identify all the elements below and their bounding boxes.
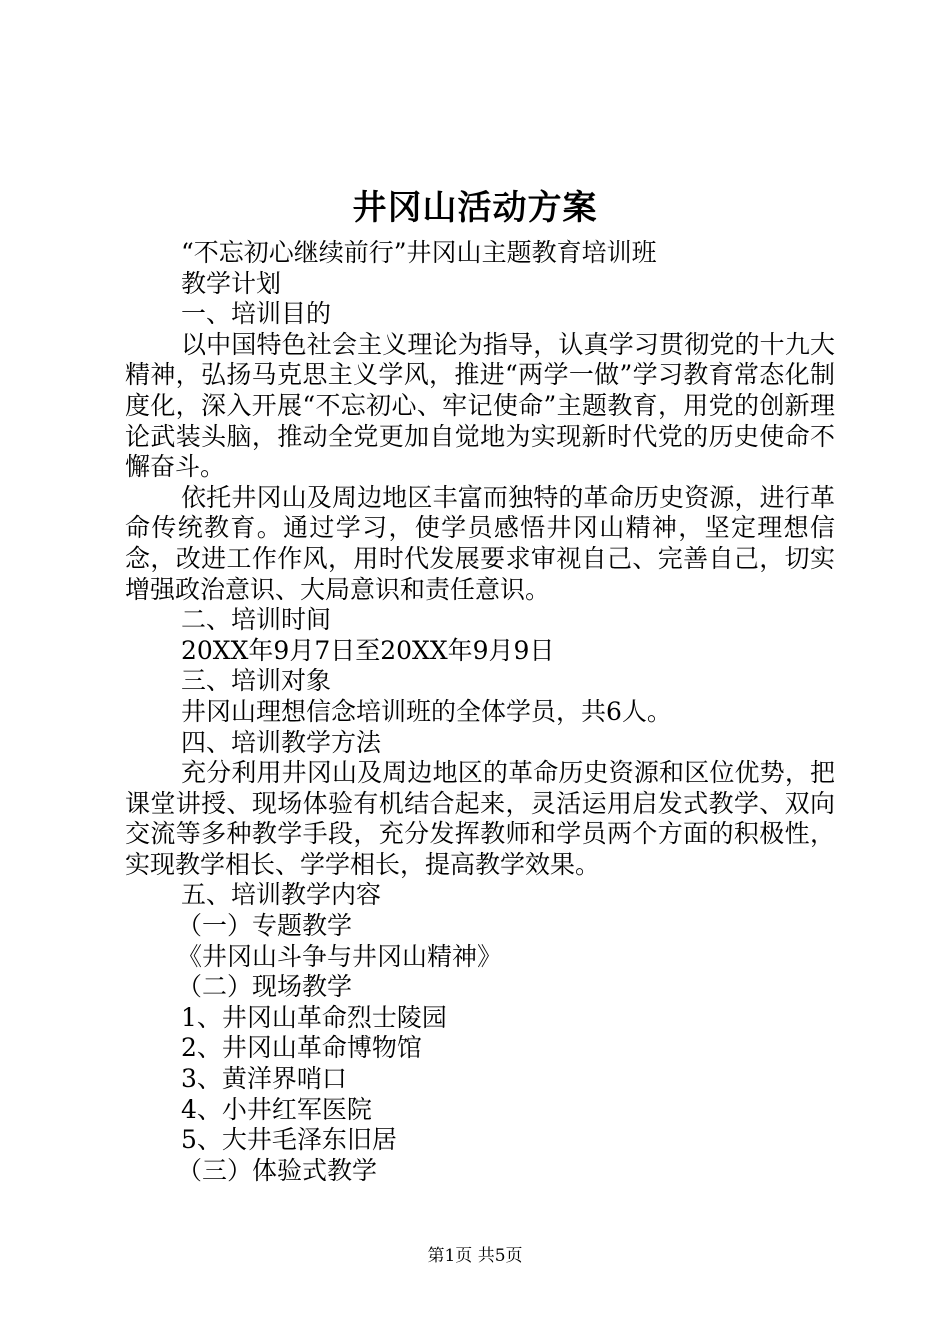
section-heading: 四、培训教学方法 (181, 727, 382, 757)
document-body (125, 238, 835, 1186)
body-line: 井冈山理想信念培训班的全体学员，共6人。 (181, 696, 672, 726)
subtitle-line: “不忘初心继续前行”井冈山主题教育培训班 (181, 238, 657, 267)
body-line: 《井冈山斗争与井冈山精神》 (177, 941, 503, 971)
section-heading: 一、培训目的 (181, 299, 332, 329)
sub-heading: （一）专题教学 (177, 911, 353, 941)
list-item: 2、井冈山革命博物馆 (181, 1033, 422, 1063)
section-heading: 二、培训时间 (181, 605, 332, 635)
sub-heading: （二）现场教学 (177, 972, 353, 1002)
body-paragraph: 依托井冈山及周边地区丰富而独特的革命历史资源，进行革命传统教育。通过学习，使学员感悟井冈山精神，坚定理想信念，改进工作作风，用时代发展要求审视自己、完善自己，切实增强政治意识、大局意识和责任意识。 (125, 482, 835, 604)
body-line: 20XX年9月7日至20XX年9月9日 (181, 635, 555, 665)
document-title: 井冈山活动方案 (352, 188, 598, 228)
section-heading: 五、培训教学内容 (181, 880, 382, 910)
page-footer: 第1页 共5页 (427, 1246, 523, 1266)
list-item: 5、大井毛泽东旧居 (181, 1125, 397, 1155)
list-item: 1、井冈山革命烈士陵园 (181, 1002, 447, 1032)
list-item: 4、小井红军医院 (181, 1094, 372, 1124)
body-paragraph: 以中国特色社会主义理论为指导，认真学习贯彻党的十九大精神，弘扬马克思主义学风，推进“两学一做”学习教育常态化制度化，深入开展“不忘初心、牢记使命”主题教育，用党的创新理论武装头脑，推动全党更加自觉地为实现新时代党的历史使命不懈奋斗。 (125, 329, 835, 482)
subtitle-line: 教学计划 (181, 268, 282, 298)
sub-heading: （三）体验式教学 (177, 1155, 378, 1185)
list-item: 3、黄洋界哨口 (181, 1064, 347, 1094)
body-paragraph: 充分利用井冈山及周边地区的革命历史资源和区位优势，把课堂讲授、现场体验有机结合起来，灵活运用启发式教学、双向交流等多种教学手段，充分发挥教师和学员两个方面的积极性，实现教学相长、学学相长，提高教学效果。 (125, 758, 835, 879)
section-heading: 三、培训对象 (181, 666, 332, 696)
